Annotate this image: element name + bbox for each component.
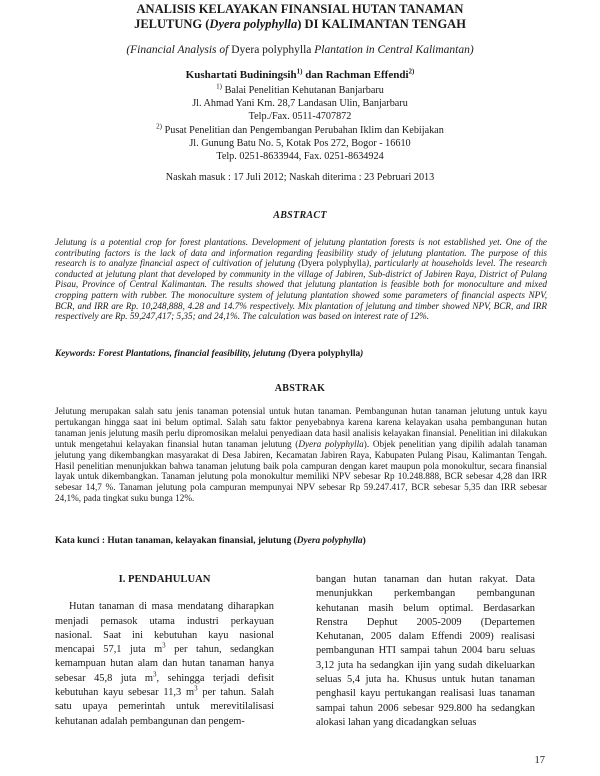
affiliation-2: $^{2)}$ Pusat Penelitian dan Pengembangan Perubahan Iklim dan Kebijakan Jl. Gunung Batu No. 5, Kotak Pos 272, Bogor - 16610 Telp. 0251-8633944, Fax. 0251-8634924 [156,122,444,162]
keywords-indonesian: Kata kunci : Hutan tanaman, kelayakan finansial, jelutung (Dyera polyphylla) [55,536,366,546]
abstract-heading: ABSTRACT [273,210,327,221]
abstrak-heading: ABSTRAK [274,383,326,394]
abstract-english: Jelutung is a potential crop for forest plantations. Development of jelutung plantation forests is not established yet. One of the contributing factors is the lack of data and information regarding feasibility study of jelutung plantation. The purpose of this research is to analyze financial aspect of cultivation of jelutung (Dyera polyphylla), particularly at households level. The research conducted at jelutung plant that developed by community in the village of Jabiren, Sub-district of Jabiren Raya, District of Pulang Pisau, Province of Central Kalimantan. The results showed that jelutung plantation is feasible both for monoculture and mixed cropping pattern with rubber. The monoculture system of jelutung plantation showed some parameters of financial aspects NPV, BCR, and IRR are Rp. 10,248,888, 4.28 and 14.7% respectively. Mix plantation of jelutung and timber showed NPV, BCR, and IRR respectively are Rp. 59,247,417; 5,35; and 24,1%. The calculation was based on interest rate of 12%. [55,237,547,322]
species-name: Dyera polyphylla [209,17,298,31]
authors: Kushartati Budiningsih$^{1)}$ dan Rachman Effendi$^{2)}$ [185,67,415,81]
body-column-left [55,573,274,729]
section-heading: I. PENDAHULUAN [118,574,211,585]
body-column-right [316,573,535,730]
paper-subtitle: (Financial Analysis of Dyera polyphylla Plantation in Central Kalimantan) [126,44,474,56]
body-paragraph: Hutan tanaman di masa mendatang diharapkan menjadi pemasok utama industri perkayuan nasional. Saat ini kebutuhan kayu nasional mencapai 57,1 juta $m^3$ per tahun, sedangkan kemampuan hutan alam dan hutan tanaman hanya sebesar 45,8 juta $m^3$, sehingga terjadi defisit kebutuhan kayu sebesar 11,3 $m^3$ per tahun. Salah satu upaya pemerintah untuk merevitilalisasi kehutanan adalah pembangunan dan pengem- [55,601,274,727]
title-line-1: ANALISIS KELAYAKAN FINANSIAL HUTAN TANAMAN [136,2,464,16]
affiliation-1: $^{1)}$ Balai Penelitian Kehutanan Banjarbaru Jl. Ahmad Yani Km. 28,7 Landasan Ulin, Banjarbaru Telp./Fax. 0511-4707872 [192,82,408,122]
body-paragraph: bangan hutan tanaman dan hutan rakyat. Data menunjukkan perkembangan pembangunan kehutanan masih belum optimal. Berdasarkan Renstra Dephut 2005-2009 (Departemen Kehutanan, 2005 dalam Effendi 2009) realisasi pembangunan HTI sampai tahun 2004 baru seluas 3,12 juta ha sedangkan ijin yang sudah dikeluarkan seluas 5,4 juta ha. Khusus untuk hutan tanaman penghasil kayu pertukangan realisasi luas tanaman sampai tahun 2006 sebesar 929.800 ha sedangkan alokasi lahan yang dicadangkan seluas [316,574,535,728]
keywords-english: Keywords: Forest Plantations, financial feasibility, jelutung (Dyera polyphylla) [55,349,364,359]
page-number: 17 [534,755,545,766]
received-dates: Naskah masuk : 17 Juli 2012; Naskah diterima : 23 Pebruari 2013 [165,172,435,183]
abstrak-indonesian: Jelutung merupakan salah satu jenis tanaman potensial untuk hutan tanaman. Pembangunan hutan tanaman jelutung untuk kayu pertukangan hingga saat ini belum optimal. Salah satu faktor penyebabnya karena karena kelayakan usaha pembangunan hutan tanaman jenis jelutung masih perlu dipromosikan melalui penyediaan data hasil analisis kelayakan finansial. Penelitian ini dilakukan untuk mengetahui kelayakan finansial hutan tanaman jelutung (Dyera polyphylla). Objek penelitian yang dipilih adalah tanaman jelutung yang dikembangkan masyarakat di Desa Jabiren, Kecamatan Jabiren Raya, Kabupaten Pulang Pisau, Kalimantan Tengah. Hasil penelitian menunjukkan bahwa tanaman jelutung baik pola campuran dengan karet maupun pola monokultur, secara finansial layak untuk dikembangkan. Tanaman jelutung pola monokultur memiliki NPV sebesar Rp 10.248.888, BCR sebesar 4,28 dan IRR sebesar 14,7 %. Tanaman jelutung pola campuran mempunyai NPV sebesar Rp 59.247.417, BCR sebesar 5,35 dan IRR sebesar 24,1%, pada tingkat suku bunga 12%. [55,406,547,504]
paper-title [60,2,540,32]
title-line-2: JELUTUNG (Dyera polyphylla) DI KALIMANTAN TENGAH [134,17,466,31]
